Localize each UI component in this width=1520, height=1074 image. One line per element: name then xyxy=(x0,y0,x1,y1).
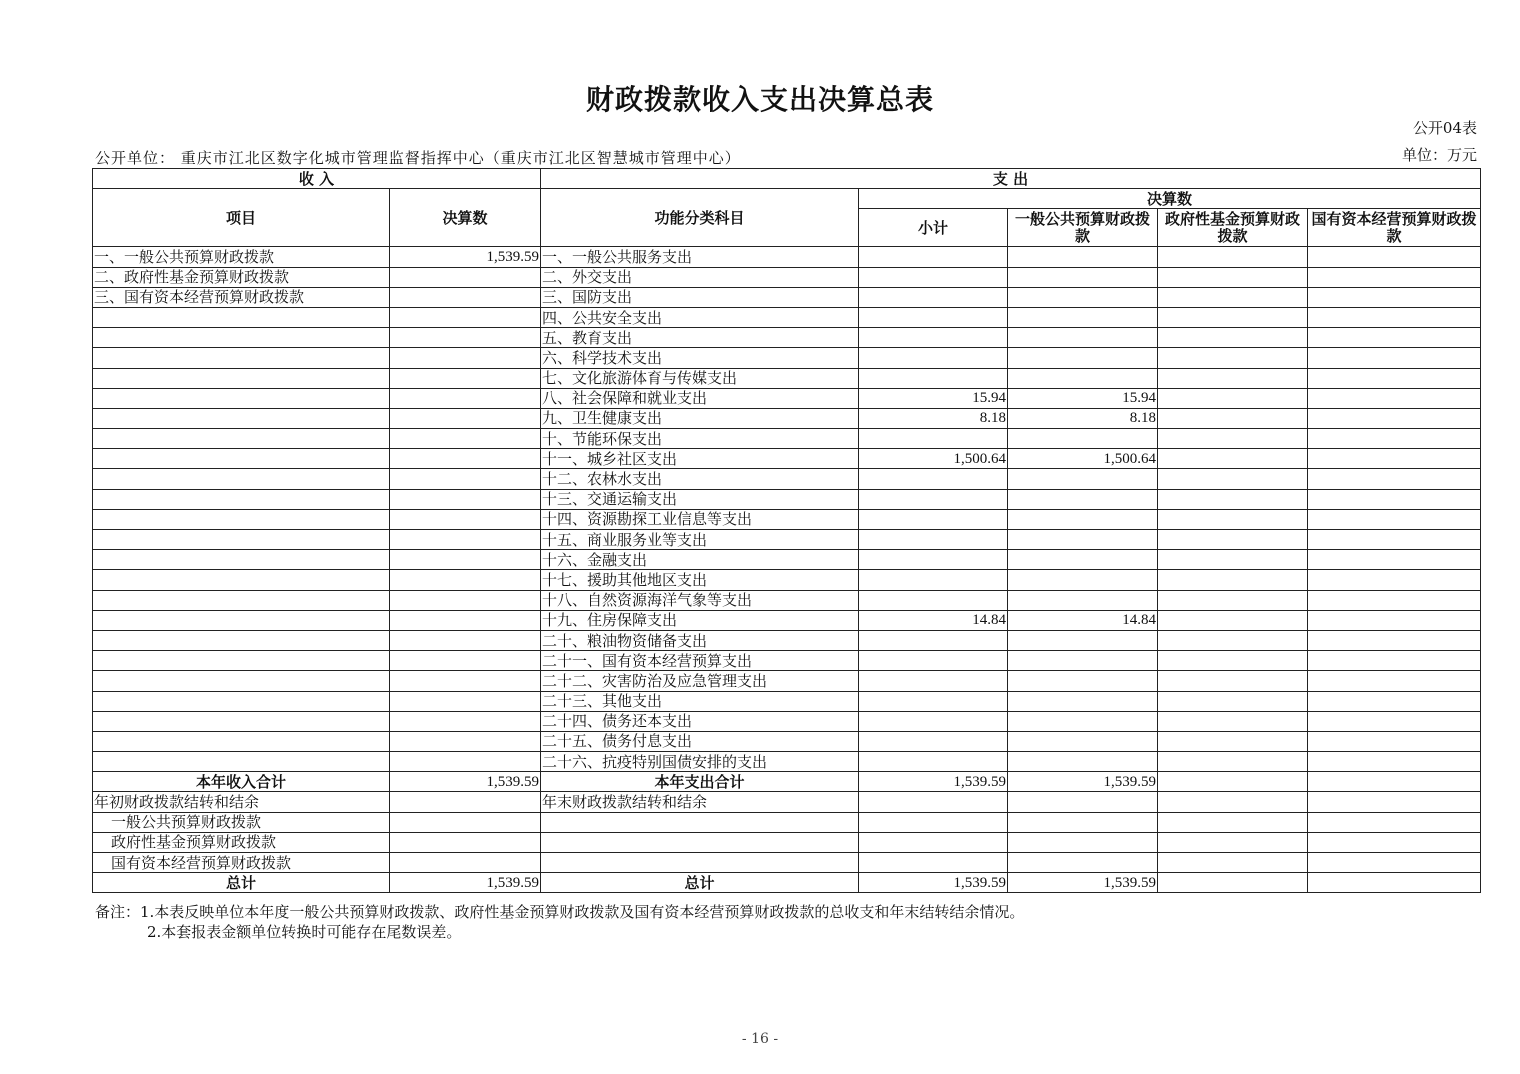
general-header: 一般公共预算财政拨款 xyxy=(1008,209,1158,247)
general-amount xyxy=(1008,307,1158,327)
expense-item: 八、社会保障和就业支出 xyxy=(541,388,859,408)
fund-amount xyxy=(1158,651,1308,671)
income-amount xyxy=(390,792,541,812)
subtotal-amount xyxy=(859,530,1008,550)
income-amount xyxy=(390,348,541,368)
table-row xyxy=(93,328,1481,348)
fund-amount xyxy=(1158,287,1308,307)
income-amount xyxy=(390,307,541,327)
general-amount xyxy=(1008,590,1158,610)
fund-amount xyxy=(1158,328,1308,348)
subtotal-amount xyxy=(859,509,1008,529)
income-item xyxy=(93,368,390,388)
table-row xyxy=(93,691,1481,711)
expense-amount xyxy=(1008,853,1158,873)
general-amount xyxy=(1008,570,1158,590)
carry-row xyxy=(93,853,1481,873)
page-title: 财政拨款收入支出决算总表 xyxy=(585,83,934,116)
income-item xyxy=(93,711,390,731)
expense-amount xyxy=(1008,792,1158,812)
income-amount xyxy=(390,328,541,348)
expense-item: 十、节能环保支出 xyxy=(541,429,859,449)
income-item xyxy=(93,610,390,630)
state-capital-header: 国有资本经营预算财政拨款 xyxy=(1308,209,1481,247)
state-capital-amount xyxy=(1308,570,1481,590)
general-amount xyxy=(1008,267,1158,287)
expense-amount xyxy=(1008,812,1158,832)
state-capital-amount xyxy=(1308,530,1481,550)
fund-amount xyxy=(1158,610,1308,630)
income-item xyxy=(93,671,390,691)
income-amount xyxy=(390,610,541,630)
expense-item: 二十六、抗疫特别国债安排的支出 xyxy=(541,752,859,772)
income-amount xyxy=(390,812,541,832)
general-amount xyxy=(1008,489,1158,509)
page-number: - 16 - xyxy=(741,1031,779,1047)
general-amount xyxy=(1008,530,1158,550)
subtotal-amount: 1,539.59 xyxy=(859,873,1008,893)
general-amount: 1,539.59 xyxy=(1008,873,1158,893)
expense-amount xyxy=(1158,853,1308,873)
subtotal-amount: 15.94 xyxy=(859,388,1008,408)
income-item xyxy=(93,530,390,550)
income-item: 政府性基金预算财政拨款 xyxy=(93,832,390,852)
general-amount xyxy=(1008,509,1158,529)
header-row-top xyxy=(93,169,1481,189)
expense-item: 十八、自然资源海洋气象等支出 xyxy=(541,590,859,610)
income-item xyxy=(93,691,390,711)
income-amount xyxy=(390,570,541,590)
fund-amount xyxy=(1158,388,1308,408)
table-row xyxy=(93,307,1481,327)
general-amount xyxy=(1008,752,1158,772)
table-row xyxy=(93,651,1481,671)
carry-row xyxy=(93,832,1481,852)
fund-amount xyxy=(1158,509,1308,529)
subtotal-amount xyxy=(859,247,1008,267)
state-capital-amount xyxy=(1308,368,1481,388)
expense-amount xyxy=(859,812,1008,832)
income-item xyxy=(93,449,390,469)
general-amount xyxy=(1008,368,1158,388)
table-row xyxy=(93,368,1481,388)
income-amount xyxy=(390,267,541,287)
header-row-mid xyxy=(93,189,1481,209)
expense-amount xyxy=(1308,812,1481,832)
state-capital-amount xyxy=(1308,731,1481,751)
table-row xyxy=(93,570,1481,590)
subtotal-amount xyxy=(859,671,1008,691)
income-amount: 1,539.59 xyxy=(390,873,541,893)
income-item xyxy=(93,590,390,610)
table-row xyxy=(93,267,1481,287)
subtotal-amount xyxy=(859,630,1008,650)
expense-item: 九、卫生健康支出 xyxy=(541,408,859,428)
state-capital-amount xyxy=(1308,267,1481,287)
state-capital-amount xyxy=(1308,509,1481,529)
subtotal-amount xyxy=(859,651,1008,671)
state-capital-amount xyxy=(1308,752,1481,772)
general-amount xyxy=(1008,671,1158,691)
income-amount xyxy=(390,832,541,852)
expense-item: 四、公共安全支出 xyxy=(541,307,859,327)
state-capital-amount xyxy=(1308,469,1481,489)
expense-item: 十七、援助其他地区支出 xyxy=(541,570,859,590)
income-item xyxy=(93,307,390,327)
expense-item: 二十、粮油物资储备支出 xyxy=(541,630,859,650)
expense-item: 十五、商业服务业等支出 xyxy=(541,530,859,550)
table-row xyxy=(93,590,1481,610)
fund-amount xyxy=(1158,671,1308,691)
fund-amount xyxy=(1158,772,1308,792)
subtotal-amount xyxy=(859,570,1008,590)
expense-item: 二十二、灾害防治及应急管理支出 xyxy=(541,671,859,691)
fund-amount xyxy=(1158,368,1308,388)
subtotal-amount xyxy=(859,267,1008,287)
expense-amount xyxy=(1158,812,1308,832)
income-amount: 1,539.59 xyxy=(390,247,541,267)
grand-total-row xyxy=(93,873,1481,893)
income-amount xyxy=(390,368,541,388)
fund-amount xyxy=(1158,752,1308,772)
subtotal-amount xyxy=(859,752,1008,772)
fund-amount xyxy=(1158,550,1308,570)
table-row xyxy=(93,348,1481,368)
income-item xyxy=(93,630,390,650)
state-capital-amount xyxy=(1308,691,1481,711)
carry-row xyxy=(93,792,1481,812)
general-amount xyxy=(1008,651,1158,671)
state-capital-amount xyxy=(1308,489,1481,509)
income-item: 一、一般公共预算财政拨款 xyxy=(93,247,390,267)
state-capital-amount xyxy=(1308,247,1481,267)
amount-header: 决算数 xyxy=(390,189,541,247)
fund-amount xyxy=(1158,570,1308,590)
expense-item: 二、外交支出 xyxy=(541,267,859,287)
income-item: 一般公共预算财政拨款 xyxy=(93,812,390,832)
income-amount xyxy=(390,388,541,408)
subtotal-amount: 14.84 xyxy=(859,610,1008,630)
subtotal-amount: 8.18 xyxy=(859,408,1008,428)
income-item xyxy=(93,509,390,529)
income-item xyxy=(93,489,390,509)
year-total-row xyxy=(93,772,1481,792)
expense-item: 十九、住房保障支出 xyxy=(541,610,859,630)
subtotal-amount xyxy=(859,328,1008,348)
state-capital-amount xyxy=(1308,550,1481,570)
general-amount xyxy=(1008,630,1158,650)
subtotal-amount xyxy=(859,550,1008,570)
general-amount xyxy=(1008,287,1158,307)
table-row xyxy=(93,731,1481,751)
subtotal-amount xyxy=(859,307,1008,327)
table-row xyxy=(93,429,1481,449)
income-amount xyxy=(390,853,541,873)
income-item: 二、政府性基金预算财政拨款 xyxy=(93,267,390,287)
table-row xyxy=(93,752,1481,772)
expense-amount xyxy=(1158,792,1308,812)
company-label: 公开单位： 重庆市江北区数字化城市管理监督指挥中心（重庆市江北区智慧城市管理中心） xyxy=(95,149,741,167)
note-2: 2.本套报表金额单位转换时可能存在尾数误差。 xyxy=(147,923,462,941)
expense-item: 一、一般公共服务支出 xyxy=(541,247,859,267)
state-capital-amount xyxy=(1308,287,1481,307)
state-capital-amount xyxy=(1308,307,1481,327)
fund-amount xyxy=(1158,267,1308,287)
general-amount: 14.84 xyxy=(1008,610,1158,630)
fund-amount xyxy=(1158,873,1308,893)
fund-amount xyxy=(1158,691,1308,711)
expense-item: 本年支出合计 xyxy=(541,772,859,792)
expense-item: 总计 xyxy=(541,873,859,893)
fund-header: 政府性基金预算财政拨款 xyxy=(1158,209,1308,247)
expense-amount xyxy=(1158,832,1308,852)
fund-amount xyxy=(1158,247,1308,267)
state-capital-amount xyxy=(1308,328,1481,348)
state-capital-amount xyxy=(1308,348,1481,368)
fund-amount xyxy=(1158,489,1308,509)
expense-amount xyxy=(1308,853,1481,873)
expense-item: 二十一、国有资本经营预算支出 xyxy=(541,651,859,671)
state-capital-amount xyxy=(1308,873,1481,893)
general-amount xyxy=(1008,328,1158,348)
income-item xyxy=(93,651,390,671)
income-amount xyxy=(390,530,541,550)
table-row xyxy=(93,408,1481,428)
fund-amount xyxy=(1158,630,1308,650)
state-capital-amount xyxy=(1308,610,1481,630)
general-amount xyxy=(1008,550,1158,570)
expense-amount xyxy=(859,832,1008,852)
subtotal-amount xyxy=(859,691,1008,711)
subtotal-amount xyxy=(859,711,1008,731)
expense-item: 七、文化旅游体育与传媒支出 xyxy=(541,368,859,388)
subtotal-amount: 1,539.59 xyxy=(859,772,1008,792)
subtotal-amount xyxy=(859,469,1008,489)
expense-amount xyxy=(1308,792,1481,812)
income-amount xyxy=(390,711,541,731)
fund-amount xyxy=(1158,469,1308,489)
general-amount: 15.94 xyxy=(1008,388,1158,408)
general-amount: 1,500.64 xyxy=(1008,449,1158,469)
state-capital-amount xyxy=(1308,429,1481,449)
general-amount xyxy=(1008,731,1158,751)
subtotal-amount xyxy=(859,287,1008,307)
subtotal-amount xyxy=(859,590,1008,610)
state-capital-amount xyxy=(1308,590,1481,610)
income-amount xyxy=(390,287,541,307)
subtotal-amount xyxy=(859,348,1008,368)
fund-amount xyxy=(1158,408,1308,428)
table-row xyxy=(93,469,1481,489)
income-header: 收 入 xyxy=(93,169,541,189)
form-code: 公开04表 xyxy=(1412,119,1477,137)
income-amount xyxy=(390,590,541,610)
state-capital-amount xyxy=(1308,388,1481,408)
expense-item xyxy=(541,853,859,873)
table-row xyxy=(93,449,1481,469)
subtotal-amount: 1,500.64 xyxy=(859,449,1008,469)
state-capital-amount xyxy=(1308,772,1481,792)
state-capital-amount xyxy=(1308,449,1481,469)
expense-amount xyxy=(859,853,1008,873)
income-item xyxy=(93,469,390,489)
table-row xyxy=(93,489,1481,509)
carry-row xyxy=(93,812,1481,832)
expense-item: 十一、城乡社区支出 xyxy=(541,449,859,469)
expense-header: 支 出 xyxy=(541,169,1481,189)
income-item: 国有资本经营预算财政拨款 xyxy=(93,853,390,873)
function-class-header: 功能分类科目 xyxy=(541,189,859,247)
income-item: 三、国有资本经营预算财政拨款 xyxy=(93,287,390,307)
state-capital-amount xyxy=(1308,671,1481,691)
expense-item: 二十三、其他支出 xyxy=(541,691,859,711)
expense-item: 三、国防支出 xyxy=(541,287,859,307)
expense-item: 六、科学技术支出 xyxy=(541,348,859,368)
income-amount xyxy=(390,429,541,449)
fund-amount xyxy=(1158,731,1308,751)
expense-item: 十四、资源勘探工业信息等支出 xyxy=(541,509,859,529)
table-row xyxy=(93,509,1481,529)
table-row xyxy=(93,671,1481,691)
income-amount xyxy=(390,691,541,711)
final-amount-header: 决算数 xyxy=(859,189,1481,209)
state-capital-amount xyxy=(1308,711,1481,731)
notes xyxy=(95,902,1024,942)
income-amount xyxy=(390,509,541,529)
expense-item: 十二、农林水支出 xyxy=(541,469,859,489)
unit-label: 单位：万元 xyxy=(1401,146,1477,164)
fund-amount xyxy=(1158,429,1308,449)
expense-amount xyxy=(859,792,1008,812)
table-row xyxy=(93,630,1481,650)
income-amount xyxy=(390,469,541,489)
general-amount xyxy=(1008,469,1158,489)
general-amount xyxy=(1008,247,1158,267)
income-item: 总计 xyxy=(93,873,390,893)
income-amount xyxy=(390,630,541,650)
general-amount: 8.18 xyxy=(1008,408,1158,428)
item-header: 项目 xyxy=(93,189,390,247)
expense-amount xyxy=(1308,832,1481,852)
table-row xyxy=(93,530,1481,550)
expense-item xyxy=(541,812,859,832)
expense-item: 二十五、债务付息支出 xyxy=(541,731,859,751)
expense-item xyxy=(541,832,859,852)
state-capital-amount xyxy=(1308,651,1481,671)
income-amount xyxy=(390,550,541,570)
expense-amount xyxy=(1008,832,1158,852)
income-item: 本年收入合计 xyxy=(93,772,390,792)
fund-amount xyxy=(1158,530,1308,550)
income-item xyxy=(93,752,390,772)
subtotal-amount xyxy=(859,429,1008,449)
income-amount xyxy=(390,651,541,671)
fund-amount xyxy=(1158,307,1308,327)
note-1: 备注：1.本表反映单位本年度一般公共预算财政拨款、政府性基金预算财政拨款及国有资本经营预算财政拨款的总收支和年末结转结余情况。 xyxy=(95,903,1025,921)
income-item xyxy=(93,429,390,449)
table-row xyxy=(93,550,1481,570)
fund-amount xyxy=(1158,590,1308,610)
subtotal-amount xyxy=(859,731,1008,751)
expense-item: 十六、金融支出 xyxy=(541,550,859,570)
expense-item: 二十四、债务还本支出 xyxy=(541,711,859,731)
expense-item: 年末财政拨款结转和结余 xyxy=(541,792,859,812)
state-capital-amount xyxy=(1308,630,1481,650)
table-row xyxy=(93,287,1481,307)
fund-amount xyxy=(1158,449,1308,469)
income-amount xyxy=(390,489,541,509)
general-amount: 1,539.59 xyxy=(1008,772,1158,792)
general-amount xyxy=(1008,348,1158,368)
income-item xyxy=(93,731,390,751)
income-item xyxy=(93,348,390,368)
state-capital-amount xyxy=(1308,408,1481,428)
table-row xyxy=(93,711,1481,731)
income-item xyxy=(93,328,390,348)
fund-amount xyxy=(1158,348,1308,368)
income-amount xyxy=(390,408,541,428)
income-item xyxy=(93,388,390,408)
income-item: 年初财政拨款结转和结余 xyxy=(93,792,390,812)
income-amount xyxy=(390,731,541,751)
income-item xyxy=(93,550,390,570)
income-amount xyxy=(390,752,541,772)
table-row xyxy=(93,247,1481,267)
fund-amount xyxy=(1158,711,1308,731)
budget-table xyxy=(92,168,1481,893)
expense-item: 十三、交通运输支出 xyxy=(541,489,859,509)
expense-item: 五、教育支出 xyxy=(541,328,859,348)
income-amount: 1,539.59 xyxy=(390,772,541,792)
subtotal-amount xyxy=(859,489,1008,509)
income-item xyxy=(93,408,390,428)
income-item xyxy=(93,570,390,590)
subtotal-amount xyxy=(859,368,1008,388)
general-amount xyxy=(1008,429,1158,449)
table-row xyxy=(93,388,1481,408)
general-amount xyxy=(1008,691,1158,711)
general-amount xyxy=(1008,711,1158,731)
income-amount xyxy=(390,449,541,469)
income-amount xyxy=(390,671,541,691)
subtotal-header: 小计 xyxy=(859,209,1008,247)
table-row xyxy=(93,610,1481,630)
